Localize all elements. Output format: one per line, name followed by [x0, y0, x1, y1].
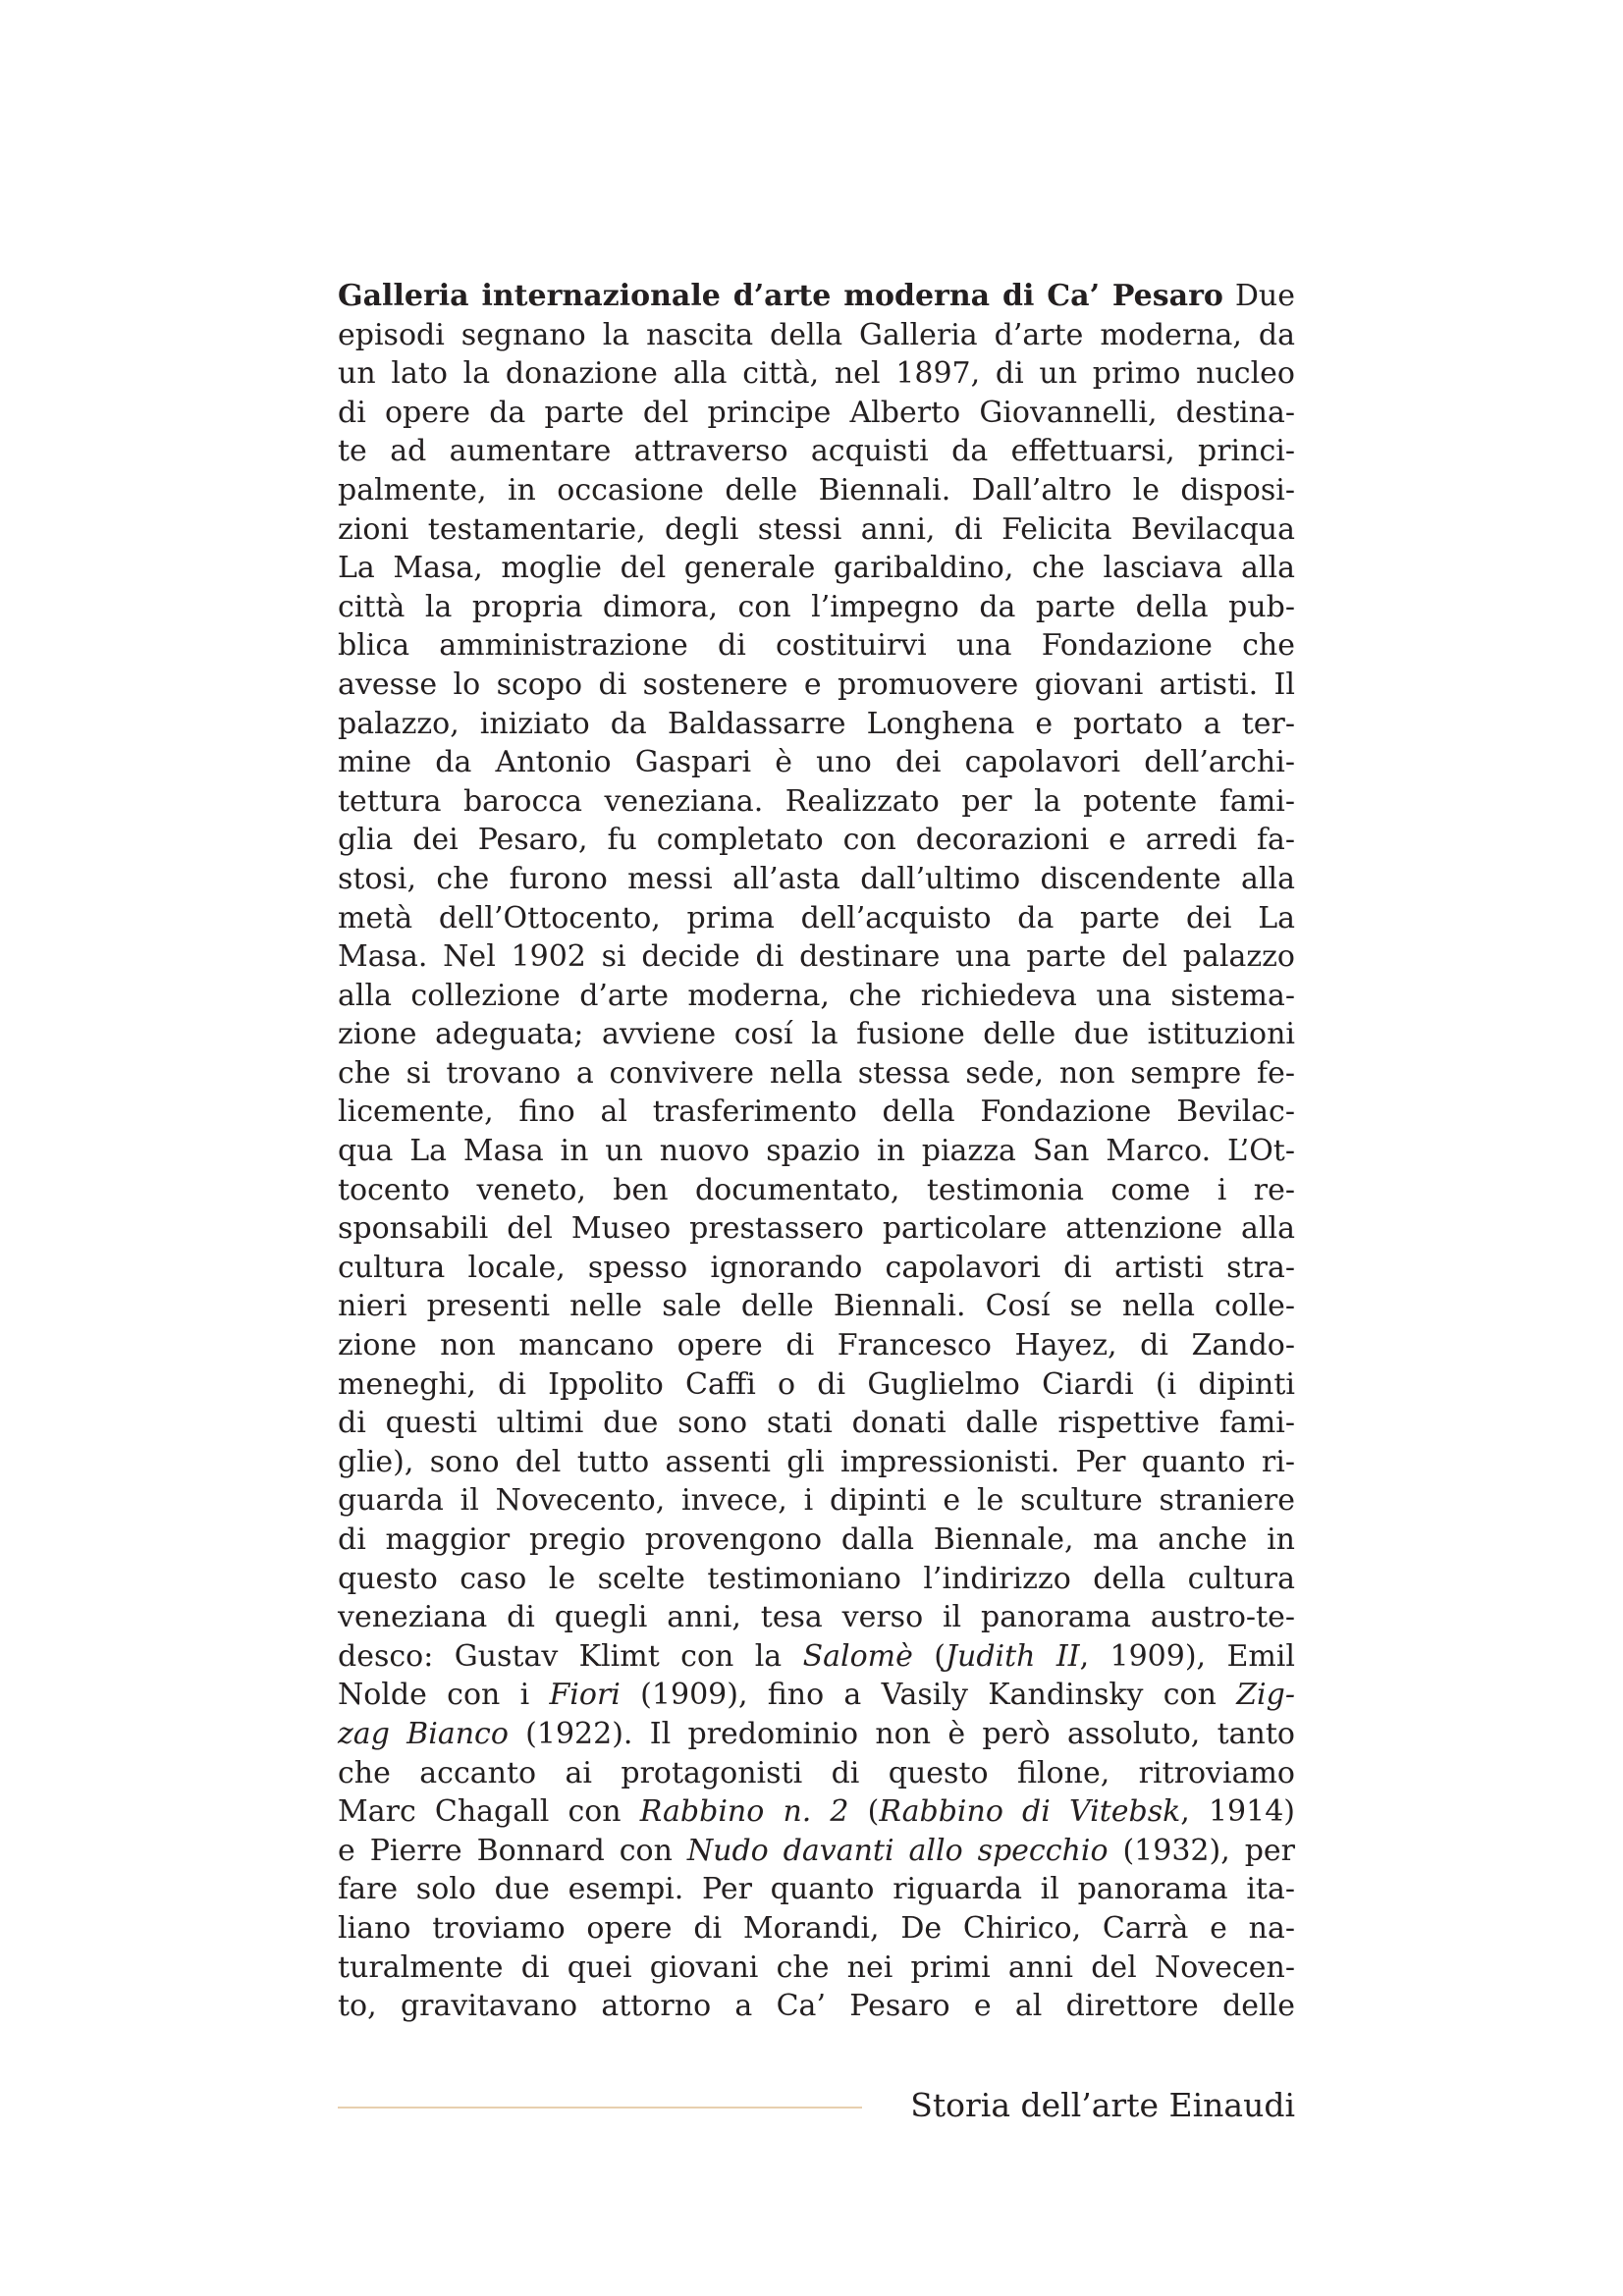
text-run: tocento veneto, ben documentato, testimonia come i re- [338, 1172, 1295, 1207]
text-line [338, 782, 1295, 822]
text-run: palmente, in occasione delle Biennali. Dall’altro le disposi- [338, 472, 1295, 507]
text-line [338, 1326, 1295, 1365]
text-line [338, 277, 1295, 316]
text-run: Marc Chagall con [338, 1794, 640, 1830]
article-body [338, 277, 1295, 2026]
text-line [338, 705, 1295, 744]
text-line [338, 1015, 1295, 1054]
text-run: un lato la donazione alla città, nel 1897, di un primo nucleo [338, 356, 1295, 392]
text-run: episodi segnano la nascita della Galleria d’arte moderna, da [338, 317, 1295, 352]
text-run: glie), sono del tutto assenti gli impressionisti. Per quanto ri- [338, 1444, 1295, 1479]
text-run: to, gravitavano attorno a Ca’ Pesaro e al direttore delle [338, 1989, 1295, 2024]
text-line [338, 1171, 1295, 1210]
text-line [338, 549, 1295, 588]
text-line [338, 1443, 1295, 1482]
text-line [338, 937, 1295, 977]
text-line [338, 1521, 1295, 1560]
footer-publisher: Storia dell’arte Einaudi [910, 2086, 1295, 2124]
text-line [338, 743, 1295, 782]
text-line [338, 316, 1295, 355]
text-run: zione non mancano opere di Francesco Hayez, di Zando- [338, 1328, 1295, 1363]
italic-work-title: Judith II [945, 1638, 1080, 1674]
text-run: sponsabili del Museo prestassero particolare attenzione alla [338, 1211, 1295, 1247]
text-run: zione adeguata; avviene cosí la fusione delle due istituzioni [338, 1017, 1295, 1052]
text-run: cultura locale, spesso ignorando capolavori di artisti stra- [338, 1250, 1295, 1285]
italic-work-title: Fiori [549, 1678, 621, 1713]
text-line [338, 626, 1295, 666]
text-line [338, 1287, 1295, 1326]
text-line [338, 1909, 1295, 1949]
italic-work-title: Zig- [1236, 1678, 1295, 1713]
text-run: palazzo, iniziato da Baldassarre Longhena e portato a ter- [338, 706, 1295, 741]
text-line [338, 588, 1295, 627]
text-line [338, 432, 1295, 471]
text-run: , 1914) [1180, 1794, 1295, 1830]
text-line [338, 1249, 1295, 1288]
text-line [338, 1365, 1295, 1405]
italic-work-title: Rabbino n. 2 [639, 1794, 849, 1830]
text-run: nieri presenti nelle sale delle Biennali. Cosí se nella colle- [338, 1289, 1295, 1324]
text-line [338, 471, 1295, 510]
text-line [338, 1598, 1295, 1637]
text-line [338, 510, 1295, 550]
text-line [338, 1481, 1295, 1521]
text-run: Nolde con i [338, 1678, 550, 1713]
text-run: (1932), per [1108, 1833, 1295, 1868]
text-line [338, 1987, 1295, 2026]
text-run: guarda il Novecento, invece, i dipinti e le sculture straniere [338, 1483, 1295, 1519]
text-line [338, 1676, 1295, 1715]
text-run: che si trovano a convivere nella stessa sede, non sempre fe- [338, 1055, 1295, 1091]
italic-work-title: Nudo davanti allo specchio [686, 1833, 1109, 1868]
text-run: avesse lo scopo di sostenere e promuovere giovani artisti. Il [338, 667, 1295, 702]
text-run: (1909), fino a Vasily Kandinsky con [620, 1678, 1237, 1713]
text-run: questo caso le scelte testimoniano l’indirizzo della cultura [338, 1561, 1295, 1596]
text-line [338, 1870, 1295, 1909]
text-run: stosi, che furono messi all’asta dall’ultimo discendente alla [338, 861, 1295, 896]
text-line [338, 354, 1295, 394]
text-run: qua La Masa in un nuovo spazio in piazza San Marco. L’Ot- [338, 1134, 1295, 1169]
text-line [338, 1792, 1295, 1832]
text-run: glia dei Pesaro, fu completato con decorazioni e arredi fa- [338, 823, 1295, 858]
text-run: mine da Antonio Gaspari è uno dei capolavori dell’archi- [338, 745, 1295, 780]
text-run: zioni testamentarie, degli stessi anni, di Felicita Bevilacqua [338, 511, 1295, 547]
text-line [338, 1560, 1295, 1599]
text-line [338, 1132, 1295, 1171]
text-run: turalmente di quei giovani che nei primi anni del Novecen- [338, 1949, 1295, 1985]
text-line [338, 1715, 1295, 1754]
text-run: alla collezione d’arte moderna, che richiedeva una sistema- [338, 978, 1295, 1013]
text-line [338, 666, 1295, 705]
text-run: desco: Gustav Klimt con la [338, 1638, 803, 1674]
text-line [338, 977, 1295, 1016]
text-line [338, 1832, 1295, 1871]
text-run: licemente, fino al trasferimento della Fondazione Bevilac- [338, 1095, 1295, 1130]
text-run: blica amministrazione di costituirvi una Fondazione che [338, 628, 1295, 664]
text-line [338, 1054, 1295, 1094]
text-run: liano troviamo opere di Morandi, De Chirico, Carrà e na- [338, 1910, 1295, 1946]
text-line [338, 1093, 1295, 1132]
text-run: di questi ultimi due sono stati donati dalle rispettive fami- [338, 1406, 1295, 1441]
text-run: e Pierre Bonnard con [338, 1833, 687, 1868]
text-run: veneziana di quegli anni, tesa verso il panorama austro-te- [338, 1600, 1295, 1635]
text-run: ( [848, 1794, 880, 1830]
italic-work-title: Rabbino di Vitebsk [879, 1794, 1181, 1830]
italic-work-title: zag Bianco [338, 1716, 509, 1751]
text-run: te ad aumentare attraverso acquisti da effettuarsi, princi- [338, 434, 1295, 469]
text-line [338, 899, 1295, 938]
text-run: (1922). Il predominio non è però assoluto, tanto [508, 1716, 1295, 1751]
text-run: La Masa, moglie del generale garibaldino, che lasciava alla [338, 551, 1295, 586]
text-run: meneghi, di Ippolito Caffi o di Guglielmo Ciardi (i dipinti [338, 1366, 1295, 1402]
text-run: metà dell’Ottocento, prima dell’acquisto da parte dei La [338, 900, 1295, 935]
text-line [338, 821, 1295, 860]
text-run: fare solo due esempi. Per quanto riguarda il panorama ita- [338, 1872, 1295, 1907]
text-run: che accanto ai protagonisti di questo filone, ritroviamo [338, 1755, 1295, 1790]
text-line [338, 1209, 1295, 1249]
italic-work-title: Salomè [802, 1638, 913, 1674]
text-run: città la propria dimora, con l’impegno da parte della pub- [338, 589, 1295, 624]
text-line [338, 1949, 1295, 1988]
text-line [338, 860, 1295, 899]
text-run: di opere da parte del principe Alberto Giovannelli, destina- [338, 395, 1295, 430]
text-line [338, 394, 1295, 433]
text-run: , 1909), Emil [1079, 1638, 1295, 1674]
article-title: Galleria internazionale d’arte moderna di Ca’ Pesaro [338, 279, 1223, 313]
text-run: Due [1222, 279, 1295, 313]
text-line [338, 1754, 1295, 1793]
text-line [338, 1637, 1295, 1677]
text-run: tettura barocca veneziana. Realizzato per la potente fami- [338, 783, 1295, 819]
text-run: Masa. Nel 1902 si decide di destinare una parte del palazzo [338, 939, 1295, 975]
footer-rule [338, 2107, 862, 2109]
text-line [338, 1404, 1295, 1443]
text-run: di maggior pregio provengono dalla Biennale, ma anche in [338, 1522, 1295, 1557]
text-run: ( [912, 1638, 946, 1674]
page-footer [338, 2081, 1295, 2130]
